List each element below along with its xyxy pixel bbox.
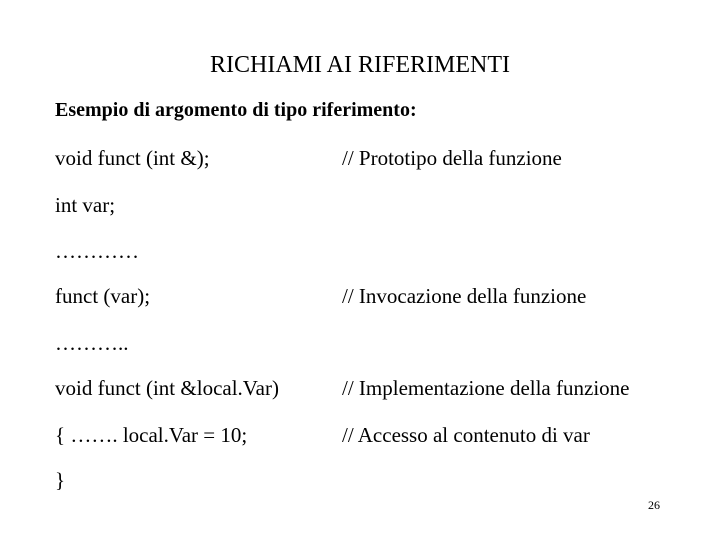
code-text: int var; — [55, 193, 116, 217]
code-line-implementation — [55, 373, 695, 403]
code-text: void funct (int &); — [55, 146, 210, 170]
code-line-prototype — [55, 143, 695, 173]
code-text: ………… — [55, 239, 139, 263]
code-line-assignment — [55, 420, 695, 450]
code-text: { ……. local.Var = 10; — [55, 423, 248, 447]
code-comment: // Prototipo della funzione — [342, 146, 562, 170]
code-text: } — [55, 468, 66, 492]
code-comment: // Accesso al contenuto di var — [342, 423, 590, 447]
code-text: void funct (int &local.Var) — [55, 376, 279, 400]
code-line-invocation — [55, 281, 695, 311]
slide-title: RICHIAMI AI RIFERIMENTI — [210, 52, 510, 78]
code-comment: // Invocazione della funzione — [342, 284, 587, 308]
code-text: ……….. — [55, 331, 129, 355]
code-line-ellipsis — [55, 236, 695, 266]
code-line-var-declaration — [55, 190, 695, 220]
slide-subtitle: Esempio di argomento di tipo riferimento: — [55, 99, 417, 121]
page-number: 26 — [648, 498, 660, 512]
code-comment: // Implementazione della funzione — [342, 376, 630, 400]
code-line-ellipsis — [55, 328, 695, 358]
code-text: funct (var); — [55, 284, 151, 308]
code-line-closing-brace — [55, 465, 695, 495]
